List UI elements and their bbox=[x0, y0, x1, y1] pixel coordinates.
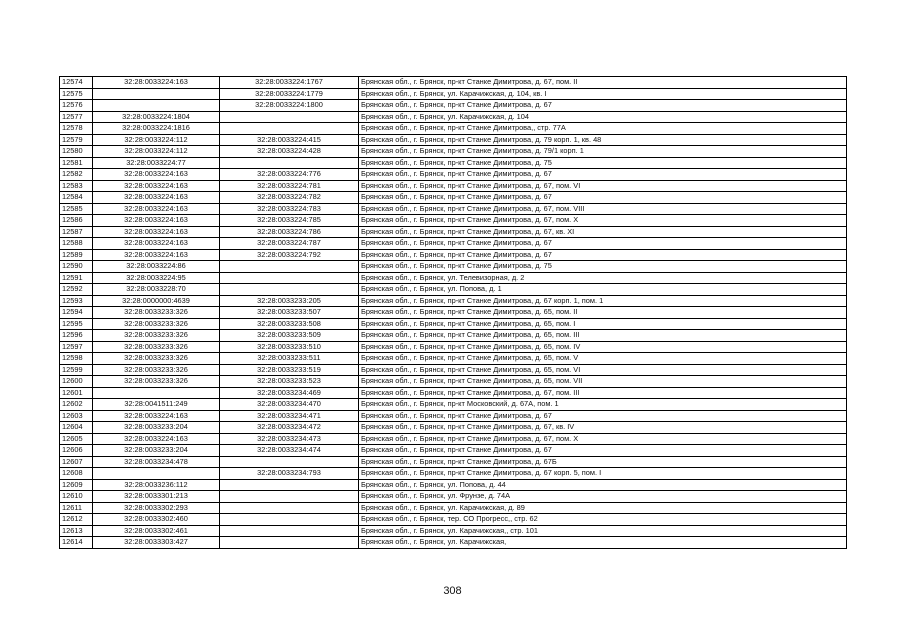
address-cell: Брянская обл., г. Брянск, пр-кт Станке Димитрова, д. 67, пом. III bbox=[359, 387, 847, 399]
table-row bbox=[60, 525, 847, 537]
row-number-cell: 12604 bbox=[60, 422, 93, 434]
address-cell: Брянская обл., г. Брянск, пр-кт Станке Димитрова, д. 65, пом. V bbox=[359, 353, 847, 365]
object-cadastral-number-cell: 32:28:0033224:776 bbox=[220, 169, 359, 181]
address-cell: Брянская обл., г. Брянск, ул. Попова, д. 1 bbox=[359, 284, 847, 296]
address-cell: Брянская обл., г. Брянск, пр-кт Станке Димитрова, д. 67, пом. VIII bbox=[359, 203, 847, 215]
table-row bbox=[60, 410, 847, 422]
address-cell: Брянская обл., г. Брянск, ул. Карачижская, д. 104, кв. I bbox=[359, 88, 847, 100]
table-row bbox=[60, 330, 847, 342]
table-row bbox=[60, 502, 847, 514]
address-cell: Брянская обл., г. Брянск, пр-кт Станке Димитрова, д. 65, пом. VI bbox=[359, 364, 847, 376]
table-row bbox=[60, 295, 847, 307]
row-number-cell: 12586 bbox=[60, 215, 93, 227]
cadastral-number-cell: 32:28:0033224:163 bbox=[93, 77, 220, 89]
table-row bbox=[60, 146, 847, 158]
cadastral-number-cell: 32:28:0033224:163 bbox=[93, 249, 220, 261]
table-row bbox=[60, 226, 847, 238]
row-number-cell: 12611 bbox=[60, 502, 93, 514]
table-row bbox=[60, 318, 847, 330]
row-number-cell: 12582 bbox=[60, 169, 93, 181]
row-number-cell: 12592 bbox=[60, 284, 93, 296]
address-cell: Брянская обл., г. Брянск, пр-кт Станке Димитрова, д. 67 bbox=[359, 238, 847, 250]
cadastral-number-cell: 32:28:0033228:70 bbox=[93, 284, 220, 296]
row-number-cell: 12600 bbox=[60, 376, 93, 388]
cadastral-number-cell: 32:28:0033224:163 bbox=[93, 192, 220, 204]
address-cell: Брянская обл., г. Брянск, ул. Телевизорная, д. 2 bbox=[359, 272, 847, 284]
address-cell: Брянская обл., г. Брянск, пр-кт Станке Димитрова, д. 67Б bbox=[359, 456, 847, 468]
cadastral-number-cell: 32:28:0033224:163 bbox=[93, 169, 220, 181]
cadastral-number-cell: 32:28:0033233:326 bbox=[93, 341, 220, 353]
address-cell: Брянская обл., г. Брянск, пр-кт Станке Димитрова, д. 67 bbox=[359, 445, 847, 457]
table-row bbox=[60, 399, 847, 411]
table-row bbox=[60, 387, 847, 399]
row-number-cell: 12596 bbox=[60, 330, 93, 342]
address-cell: Брянская обл., г. Брянск, пр-кт Станке Димитрова, д. 65, пом. VII bbox=[359, 376, 847, 388]
object-cadastral-number-cell: 32:28:0033233:510 bbox=[220, 341, 359, 353]
table-row bbox=[60, 284, 847, 296]
row-number-cell: 12613 bbox=[60, 525, 93, 537]
address-cell: Брянская обл., г. Брянск, пр-кт Станке Димитрова, д. 67, пом. X bbox=[359, 215, 847, 227]
address-cell: Брянская обл., г. Брянск, пр-кт Станке Димитрова, д. 65, пом. IV bbox=[359, 341, 847, 353]
object-cadastral-number-cell bbox=[220, 111, 359, 123]
row-number-cell: 12602 bbox=[60, 399, 93, 411]
table-row bbox=[60, 456, 847, 468]
object-cadastral-number-cell bbox=[220, 537, 359, 549]
cadastral-number-cell: 32:28:0033234:478 bbox=[93, 456, 220, 468]
row-number-cell: 12607 bbox=[60, 456, 93, 468]
row-number-cell: 12580 bbox=[60, 146, 93, 158]
row-number-cell: 12614 bbox=[60, 537, 93, 549]
table-row bbox=[60, 157, 847, 169]
table-row bbox=[60, 445, 847, 457]
object-cadastral-number-cell bbox=[220, 261, 359, 273]
row-number-cell: 12584 bbox=[60, 192, 93, 204]
object-cadastral-number-cell: 32:28:0033234:469 bbox=[220, 387, 359, 399]
object-cadastral-number-cell: 32:28:0033234:793 bbox=[220, 468, 359, 480]
cadastral-number-cell: 32:28:0033302:293 bbox=[93, 502, 220, 514]
cadastral-number-cell: 32:28:0033303:427 bbox=[93, 537, 220, 549]
table-row bbox=[60, 100, 847, 112]
row-number-cell: 12585 bbox=[60, 203, 93, 215]
table-row bbox=[60, 88, 847, 100]
row-number-cell: 12593 bbox=[60, 295, 93, 307]
cadastral-number-cell: 32:28:0033224:163 bbox=[93, 226, 220, 238]
object-cadastral-number-cell bbox=[220, 502, 359, 514]
address-cell: Брянская обл., г. Брянск, пр-кт Станке Димитрова, д. 79 корп. 1, кв. 48 bbox=[359, 134, 847, 146]
object-cadastral-number-cell bbox=[220, 284, 359, 296]
table-row bbox=[60, 468, 847, 480]
row-number-cell: 12603 bbox=[60, 410, 93, 422]
cadastral-number-cell: 32:28:0033233:326 bbox=[93, 353, 220, 365]
address-cell: Брянская обл., г. Брянск, пр-кт Станке Димитрова, д. 67 корп. 5, пом. I bbox=[359, 468, 847, 480]
table-row bbox=[60, 376, 847, 388]
object-cadastral-number-cell: 32:28:0033224:787 bbox=[220, 238, 359, 250]
table-row bbox=[60, 514, 847, 526]
row-number-cell: 12576 bbox=[60, 100, 93, 112]
row-number-cell: 12595 bbox=[60, 318, 93, 330]
cadastral-number-cell: 32:28:0033233:204 bbox=[93, 422, 220, 434]
cadastral-number-cell: 32:28:0033224:77 bbox=[93, 157, 220, 169]
cadastral-number-cell bbox=[93, 88, 220, 100]
object-cadastral-number-cell: 32:28:0033224:1779 bbox=[220, 88, 359, 100]
object-cadastral-number-cell: 32:28:0033224:781 bbox=[220, 180, 359, 192]
document-page bbox=[59, 76, 847, 549]
row-number-cell: 12610 bbox=[60, 491, 93, 503]
address-cell: Брянская обл., г. Брянск, пр-кт Станке Димитрова, д. 65, пом. III bbox=[359, 330, 847, 342]
table-body bbox=[60, 77, 847, 549]
cadastral-number-cell: 32:28:0033224:1804 bbox=[93, 111, 220, 123]
object-cadastral-number-cell: 32:28:0033234:472 bbox=[220, 422, 359, 434]
cadastral-number-cell: 32:28:0033233:326 bbox=[93, 330, 220, 342]
cadastral-number-cell: 32:28:0033233:204 bbox=[93, 445, 220, 457]
row-number-cell: 12597 bbox=[60, 341, 93, 353]
row-number-cell: 12599 bbox=[60, 364, 93, 376]
address-cell: Брянская обл., г. Брянск, пр-кт Московский, д. 67А, пом. 1 bbox=[359, 399, 847, 411]
address-cell: Брянская обл., г. Брянск, пр-кт Станке Димитрова, д. 67, пом. VI bbox=[359, 180, 847, 192]
cadastral-number-cell bbox=[93, 100, 220, 112]
address-cell: Брянская обл., г. Брянск, пр-кт Станке Димитрова, д. 67 bbox=[359, 249, 847, 261]
table-row bbox=[60, 238, 847, 250]
row-number-cell: 12581 bbox=[60, 157, 93, 169]
cadastral-number-cell: 32:28:0033224:163 bbox=[93, 215, 220, 227]
table-row bbox=[60, 422, 847, 434]
row-number-cell: 12591 bbox=[60, 272, 93, 284]
object-cadastral-number-cell: 32:28:0033234:470 bbox=[220, 399, 359, 411]
address-cell: Брянская обл., г. Брянск, пр-кт Станке Димитрова, д. 67 bbox=[359, 410, 847, 422]
cadastral-number-cell: 32:28:0033224:86 bbox=[93, 261, 220, 273]
object-cadastral-number-cell: 32:28:0033233:519 bbox=[220, 364, 359, 376]
cadastral-number-cell: 32:28:0033236:112 bbox=[93, 479, 220, 491]
object-cadastral-number-cell: 32:28:0033233:508 bbox=[220, 318, 359, 330]
cadastral-number-cell: 32:28:0033224:1816 bbox=[93, 123, 220, 135]
object-cadastral-number-cell bbox=[220, 123, 359, 135]
object-cadastral-number-cell bbox=[220, 491, 359, 503]
cadastral-number-cell bbox=[93, 468, 220, 480]
row-number-cell: 12608 bbox=[60, 468, 93, 480]
table-row bbox=[60, 491, 847, 503]
address-cell: Брянская обл., г. Брянск, тер. СО Прогресс,, стр. 62 bbox=[359, 514, 847, 526]
table-row bbox=[60, 249, 847, 261]
object-cadastral-number-cell: 32:28:0033234:473 bbox=[220, 433, 359, 445]
object-cadastral-number-cell: 32:28:0033224:785 bbox=[220, 215, 359, 227]
table-row bbox=[60, 341, 847, 353]
table-row bbox=[60, 353, 847, 365]
row-number-cell: 12587 bbox=[60, 226, 93, 238]
address-cell: Брянская обл., г. Брянск, пр-кт Станке Димитрова, д. 67 bbox=[359, 192, 847, 204]
cadastral-number-cell: 32:28:0033302:461 bbox=[93, 525, 220, 537]
table-row bbox=[60, 479, 847, 491]
address-cell: Брянская обл., г. Брянск, пр-кт Станке Димитрова, д. 65, пом. I bbox=[359, 318, 847, 330]
row-number-cell: 12609 bbox=[60, 479, 93, 491]
page-number: 308 bbox=[443, 585, 462, 597]
address-cell: Брянская обл., г. Брянск, пр-кт Станке Димитрова, д. 67, кв. XI bbox=[359, 226, 847, 238]
object-cadastral-number-cell: 32:28:0033224:792 bbox=[220, 249, 359, 261]
address-cell: Брянская обл., г. Брянск, пр-кт Станке Димитрова, д. 75 bbox=[359, 261, 847, 273]
table-row bbox=[60, 169, 847, 181]
row-number-cell: 12598 bbox=[60, 353, 93, 365]
row-number-cell: 12605 bbox=[60, 433, 93, 445]
object-cadastral-number-cell bbox=[220, 157, 359, 169]
cadastral-number-cell: 32:28:0033302:460 bbox=[93, 514, 220, 526]
address-cell: Брянская обл., г. Брянск, пр-кт Станке Димитрова, д. 65, пом. II bbox=[359, 307, 847, 319]
cadastral-number-cell: 32:28:0033224:163 bbox=[93, 433, 220, 445]
table-row bbox=[60, 77, 847, 89]
object-cadastral-number-cell: 32:28:0033224:786 bbox=[220, 226, 359, 238]
address-cell: Брянская обл., г. Брянск, ул. Карачижская, bbox=[359, 537, 847, 549]
cadastral-number-cell: 32:28:0033224:163 bbox=[93, 203, 220, 215]
table-row bbox=[60, 364, 847, 376]
table-row bbox=[60, 123, 847, 135]
row-number-cell: 12601 bbox=[60, 387, 93, 399]
row-number-cell: 12583 bbox=[60, 180, 93, 192]
object-cadastral-number-cell: 32:28:0033224:1800 bbox=[220, 100, 359, 112]
object-cadastral-number-cell: 32:28:0033234:474 bbox=[220, 445, 359, 457]
address-cell: Брянская обл., г. Брянск, пр-кт Станке Димитрова, д. 67, кв. IV bbox=[359, 422, 847, 434]
table-row bbox=[60, 111, 847, 123]
cadastral-number-cell: 32:28:0033233:326 bbox=[93, 364, 220, 376]
row-number-cell: 12577 bbox=[60, 111, 93, 123]
table-row bbox=[60, 134, 847, 146]
object-cadastral-number-cell: 32:28:0033224:1767 bbox=[220, 77, 359, 89]
table-row bbox=[60, 261, 847, 273]
object-cadastral-number-cell: 32:28:0033233:509 bbox=[220, 330, 359, 342]
row-number-cell: 12606 bbox=[60, 445, 93, 457]
row-number-cell: 12578 bbox=[60, 123, 93, 135]
table-row bbox=[60, 307, 847, 319]
cadastral-number-cell: 32:28:0041511:249 bbox=[93, 399, 220, 411]
address-cell: Брянская обл., г. Брянск, пр-кт Станке Димитрова, д. 75 bbox=[359, 157, 847, 169]
object-cadastral-number-cell: 32:28:0033233:205 bbox=[220, 295, 359, 307]
object-cadastral-number-cell bbox=[220, 514, 359, 526]
cadastral-number-cell: 32:28:0033233:326 bbox=[93, 318, 220, 330]
object-cadastral-number-cell: 32:28:0033233:511 bbox=[220, 353, 359, 365]
object-cadastral-number-cell: 32:28:0033224:783 bbox=[220, 203, 359, 215]
cadastral-registry-table bbox=[59, 76, 847, 549]
row-number-cell: 12574 bbox=[60, 77, 93, 89]
row-number-cell: 12612 bbox=[60, 514, 93, 526]
row-number-cell: 12589 bbox=[60, 249, 93, 261]
address-cell: Брянская обл., г. Брянск, ул. Карачижская, д. 104 bbox=[359, 111, 847, 123]
address-cell: Брянская обл., г. Брянск, пр-кт Станке Димитрова,, стр. 77А bbox=[359, 123, 847, 135]
row-number-cell: 12590 bbox=[60, 261, 93, 273]
cadastral-number-cell: 32:28:0033224:163 bbox=[93, 410, 220, 422]
cadastral-number-cell: 32:28:0033224:112 bbox=[93, 146, 220, 158]
address-cell: Брянская обл., г. Брянск, пр-кт Станке Димитрова, д. 79/1 корп. 1 bbox=[359, 146, 847, 158]
table-row bbox=[60, 192, 847, 204]
cadastral-number-cell: 32:28:0033224:163 bbox=[93, 180, 220, 192]
table-row bbox=[60, 215, 847, 227]
address-cell: Брянская обл., г. Брянск, пр-кт Станке Димитрова, д. 67 bbox=[359, 169, 847, 181]
row-number-cell: 12575 bbox=[60, 88, 93, 100]
object-cadastral-number-cell bbox=[220, 525, 359, 537]
address-cell: Брянская обл., г. Брянск, пр-кт Станке Димитрова, д. 67, пом. X bbox=[359, 433, 847, 445]
row-number-cell: 12588 bbox=[60, 238, 93, 250]
cadastral-number-cell: 32:28:0033233:326 bbox=[93, 376, 220, 388]
object-cadastral-number-cell bbox=[220, 479, 359, 491]
object-cadastral-number-cell: 32:28:0033234:471 bbox=[220, 410, 359, 422]
cadastral-number-cell bbox=[93, 387, 220, 399]
row-number-cell: 12594 bbox=[60, 307, 93, 319]
address-cell: Брянская обл., г. Брянск, ул. Попова, д. 44 bbox=[359, 479, 847, 491]
address-cell: Брянская обл., г. Брянск, ул. Карачижская, д. 89 bbox=[359, 502, 847, 514]
address-cell: Брянская обл., г. Брянск, пр-кт Станке Димитрова, д. 67, пом. II bbox=[359, 77, 847, 89]
cadastral-number-cell: 32:28:0033224:95 bbox=[93, 272, 220, 284]
object-cadastral-number-cell: 32:28:0033224:428 bbox=[220, 146, 359, 158]
table-row bbox=[60, 433, 847, 445]
cadastral-number-cell: 32:28:0033224:163 bbox=[93, 238, 220, 250]
cadastral-number-cell: 32:28:0000000:4639 bbox=[93, 295, 220, 307]
table-row bbox=[60, 272, 847, 284]
object-cadastral-number-cell bbox=[220, 456, 359, 468]
object-cadastral-number-cell: 32:28:0033233:523 bbox=[220, 376, 359, 388]
cadastral-number-cell: 32:28:0033233:326 bbox=[93, 307, 220, 319]
row-number-cell: 12579 bbox=[60, 134, 93, 146]
address-cell: Брянская обл., г. Брянск, пр-кт Станке Димитрова, д. 67 bbox=[359, 100, 847, 112]
cadastral-number-cell: 32:28:0033301:213 bbox=[93, 491, 220, 503]
table-row bbox=[60, 180, 847, 192]
address-cell: Брянская обл., г. Брянск, ул. Фрунзе, д. 74А bbox=[359, 491, 847, 503]
address-cell: Брянская обл., г. Брянск, ул. Карачижская,, стр. 101 bbox=[359, 525, 847, 537]
table-row bbox=[60, 203, 847, 215]
cadastral-number-cell: 32:28:0033224:112 bbox=[93, 134, 220, 146]
table-row bbox=[60, 537, 847, 549]
object-cadastral-number-cell: 32:28:0033233:507 bbox=[220, 307, 359, 319]
object-cadastral-number-cell: 32:28:0033224:782 bbox=[220, 192, 359, 204]
object-cadastral-number-cell bbox=[220, 272, 359, 284]
address-cell: Брянская обл., г. Брянск, пр-кт Станке Димитрова, д. 67 корп. 1, пом. 1 bbox=[359, 295, 847, 307]
object-cadastral-number-cell: 32:28:0033224:415 bbox=[220, 134, 359, 146]
